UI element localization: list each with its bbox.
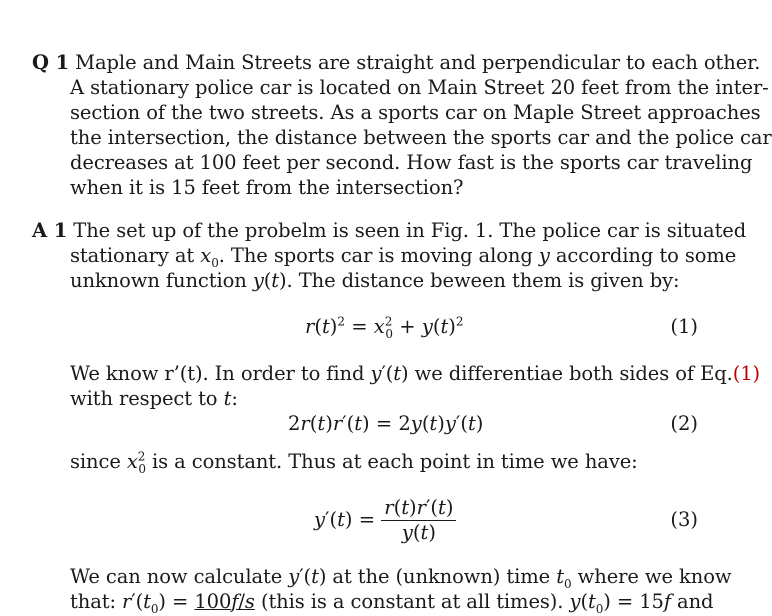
question-line-2: A stationary police car is located on Main Street 20 feet from the inter- [70, 76, 769, 99]
paragraph-after-eq2: since $x^2_0$ is a constant. Thus at each point in time we have: [70, 449, 638, 476]
equation-1-number: (1) [670, 315, 698, 338]
equation-2: 2r(t)r′(t) = 2y(t)y′(t) (2) [0, 409, 730, 439]
equation-2-number: (2) [670, 412, 698, 435]
equation-3-number: (3) [670, 508, 698, 531]
answer-label: A 1 [32, 219, 68, 242]
question-line-1: Maple and Main Streets are straight and perpendicular to each other. [75, 51, 761, 74]
paragraph-after-eq1: We know r’(t). In order to find y′(t) we differentiae both sides of Eq.(1) with respect to t: [70, 362, 761, 410]
answer-line-3: unknown function y(t). The distance beween them is given by: [70, 269, 680, 292]
question-line-5: decreases at 100 feet per second. How fast is the sports car traveling [70, 151, 753, 174]
equation-3: y′(t) = $\frac{r(t)r'(t)}{y(t)}$ (3) [0, 492, 730, 548]
question-paragraph [32, 50, 772, 200]
equation-1: $r(t)^2 = x^2_0 + y(t)^2$ (1) [0, 312, 730, 342]
question-line-3: section of the two streets. As a sports car on Maple Street approaches [70, 101, 761, 124]
answer-paragraph [32, 218, 747, 293]
answer-line-2: stationary at $x_0$. The sports car is moving along y according to some [70, 244, 737, 270]
question-line-6: when it is 15 feet from the intersection? [70, 176, 464, 199]
question-label: Q 1 [32, 51, 70, 74]
answer-line-1: The set up of the probelm is seen in Fig. 1. The police car is situated [73, 219, 747, 242]
equation-3-fraction: $\frac{r(t)r'(t)}{y(t)}$ [381, 497, 456, 544]
paragraph-final: We can now calculate y′(t) at the (unknown) time $t_0$ where we know that: $r'(t_0) = 100f/s$ (this is a constant at all times). $y(t_0) = 15f$ and [70, 565, 732, 616]
equation-1-reference[interactable]: (1) [732, 362, 761, 385]
question-line-4: the intersection, the distance between the sports car and the police car [70, 126, 772, 149]
